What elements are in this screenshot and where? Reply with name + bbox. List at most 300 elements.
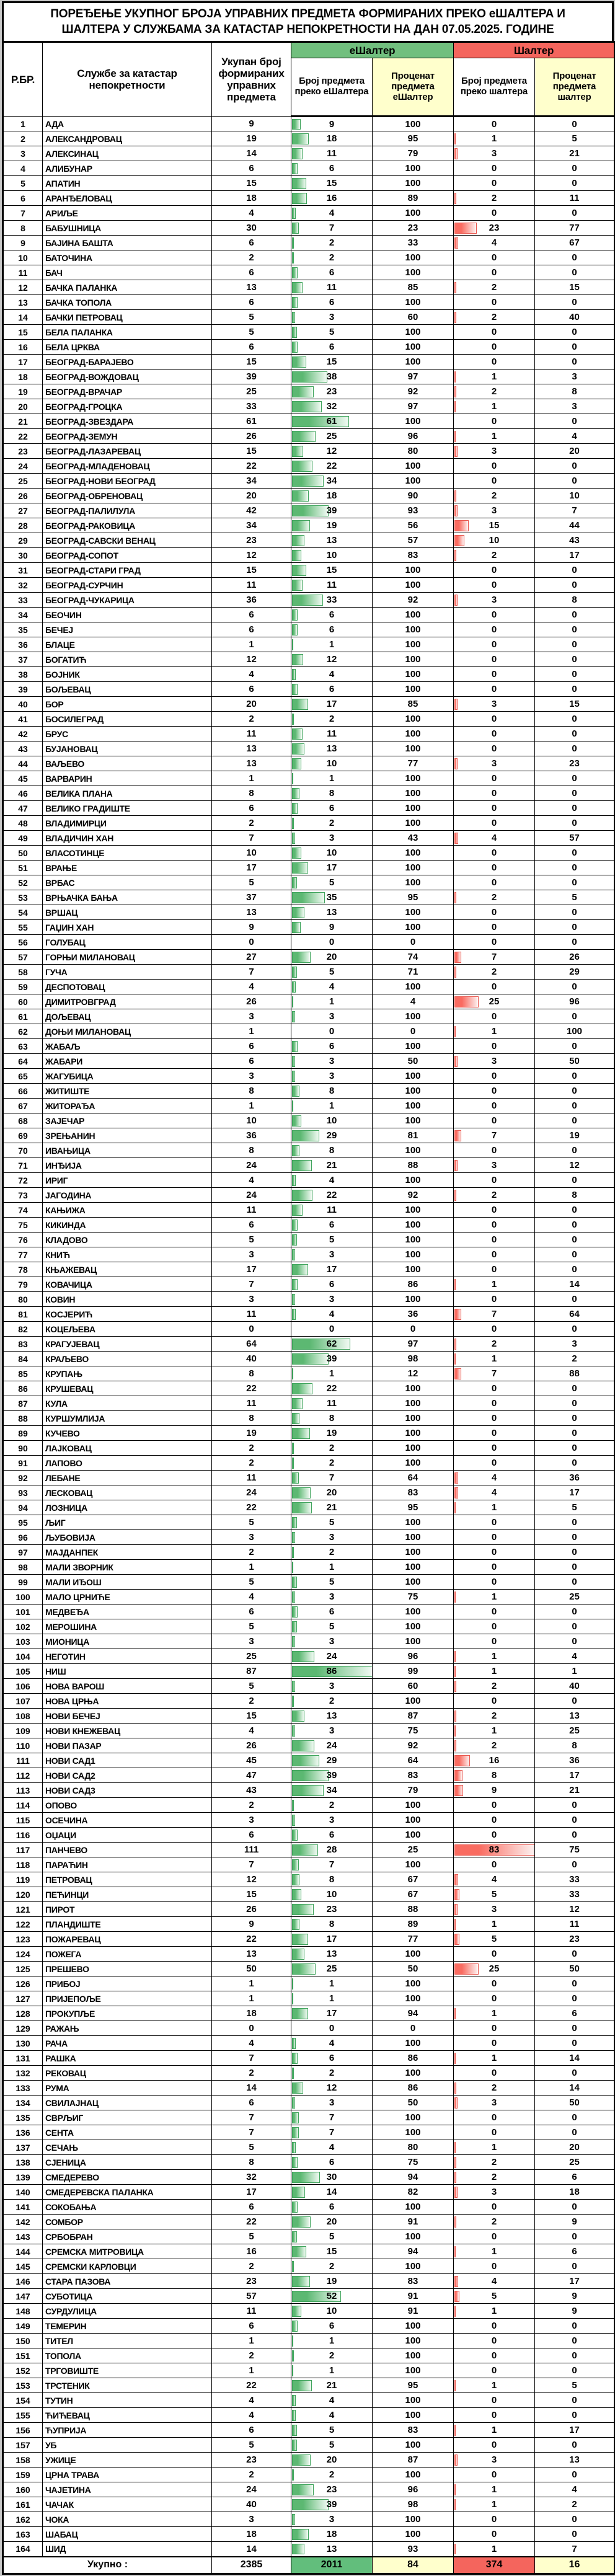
rbr-cell xyxy=(3,593,43,608)
esalter-count-cell xyxy=(291,2096,373,2110)
total-count-cell xyxy=(212,1471,291,1485)
table-row xyxy=(3,459,615,474)
esalter-data-bar xyxy=(292,848,301,859)
esalter-count-cell xyxy=(291,1664,373,1679)
rbr-cell xyxy=(3,950,43,965)
esalter-data-bar xyxy=(292,1963,316,1975)
total-count-cell xyxy=(212,965,291,980)
service-name-cell xyxy=(43,2408,212,2423)
service-name-cell xyxy=(43,2081,212,2096)
salter-pct-cell xyxy=(535,1143,615,1158)
total-count-cell-value: 3 xyxy=(249,1636,254,1647)
salter-count-cell xyxy=(454,548,535,563)
esalter-pct-cell-value: 75 xyxy=(407,1725,418,1737)
table-row xyxy=(3,206,615,221)
esalter-count-cell-value: 1 xyxy=(329,1978,335,1990)
rbr-cell-value: 86 xyxy=(18,1383,28,1394)
esalter-data-bar xyxy=(292,758,301,769)
salter-count-cell xyxy=(454,474,535,489)
salter-count-cell xyxy=(454,399,535,414)
salter-count-cell-value: 0 xyxy=(491,654,497,665)
esalter-count-cell-value: 1 xyxy=(329,1562,335,1573)
esalter-pct-cell xyxy=(373,727,454,741)
service-name-cell xyxy=(43,1292,212,1307)
total-count-cell-value: 42 xyxy=(246,505,257,516)
salter-pct-cell xyxy=(535,1441,615,1456)
esalter-count-cell xyxy=(291,2378,373,2393)
esalter-data-bar xyxy=(292,1368,293,1379)
service-name-cell xyxy=(43,1709,212,1724)
esalter-pct-cell xyxy=(373,2215,454,2229)
total-count-cell xyxy=(212,2200,291,2215)
service-name-cell-value: ДИМИТРОВГРАД xyxy=(45,996,116,1007)
esalter-count-cell-value: 10 xyxy=(326,758,337,769)
esalter-pct-cell xyxy=(373,2110,454,2125)
service-name-cell xyxy=(43,161,212,176)
salter-pct-cell xyxy=(535,965,615,980)
esalter-pct-cell xyxy=(373,1947,454,1962)
salter-pct-cell xyxy=(535,355,615,370)
service-name-cell xyxy=(43,2229,212,2244)
service-name-cell xyxy=(43,1471,212,1485)
salter-pct-cell-value: 8 xyxy=(572,1190,577,1201)
service-name-cell-value: БАЧКА ПАЛАНКА xyxy=(45,282,118,293)
esalter-data-bar xyxy=(292,1428,310,1439)
total-count-cell-value: 6 xyxy=(249,267,254,278)
col-header-esalter-pct: Проценат предмета еШалтер xyxy=(373,58,454,117)
esalter-data-bar xyxy=(292,580,303,591)
salter-pct-cell xyxy=(535,1381,615,1396)
salter-pct-cell-value: 0 xyxy=(572,1086,577,1097)
total-count-cell-value: 0 xyxy=(249,2023,254,2034)
esalter-data-bar xyxy=(292,595,323,606)
esalter-data-bar xyxy=(292,2157,298,2168)
esalter-data-bar xyxy=(292,2216,311,2228)
esalter-pct-cell xyxy=(373,801,454,816)
rbr-cell-value: 82 xyxy=(18,1324,28,1334)
table-row xyxy=(3,1828,615,1843)
esalter-pct-cell-value: 98 xyxy=(407,1353,418,1365)
service-name-cell-value: КНИЋ xyxy=(45,1249,70,1260)
esalter-count-cell xyxy=(291,146,373,161)
rbr-cell-value: 144 xyxy=(15,2246,30,2257)
service-name-cell-value: АЛЕКСИНАЦ xyxy=(45,148,99,159)
service-name-cell xyxy=(43,1679,212,1694)
rbr-cell xyxy=(3,2453,43,2468)
esalter-data-bar xyxy=(292,1100,293,1112)
salter-count-cell-value: 0 xyxy=(491,728,497,740)
salter-pct-cell-value: 3 xyxy=(572,371,577,383)
rbr-cell xyxy=(3,1976,43,1991)
esalter-data-bar xyxy=(292,327,297,338)
salter-data-bar xyxy=(454,2008,456,2019)
rbr-cell-value: 31 xyxy=(18,565,28,575)
esalter-pct-cell-value: 0 xyxy=(410,2023,416,2034)
esalter-pct-cell-value: 95 xyxy=(407,1502,418,1513)
salter-count-cell xyxy=(454,2185,535,2200)
esalter-data-bar xyxy=(292,1056,295,1067)
total-count-cell xyxy=(212,340,291,355)
salter-count-cell xyxy=(454,682,535,697)
salter-count-cell xyxy=(454,1143,535,1158)
salter-count-cell xyxy=(454,1247,535,1262)
total-count-cell-value: 47 xyxy=(246,1770,257,1781)
salter-pct-cell xyxy=(535,2468,615,2482)
service-name-cell-value: КРУШЕВАЦ xyxy=(45,1383,94,1394)
salter-pct-cell-value: 0 xyxy=(572,848,577,859)
esalter-count-cell-value: 2 xyxy=(329,2261,335,2272)
salter-pct-cell-value: 67 xyxy=(569,237,580,249)
rbr-cell-value: 84 xyxy=(18,1353,28,1364)
esalter-count-cell xyxy=(291,414,373,429)
rbr-cell-value: 124 xyxy=(15,1949,30,1959)
esalter-pct-cell-value: 81 xyxy=(407,1130,418,1141)
salter-count-cell xyxy=(454,2200,535,2215)
total-count-cell-value: 14 xyxy=(246,2543,257,2554)
esalter-pct-cell-value: 67 xyxy=(407,1874,418,1885)
table-row xyxy=(3,1307,615,1322)
esalter-count-cell-value: 13 xyxy=(326,743,337,755)
total-count-cell xyxy=(212,1277,291,1292)
esalter-pct-cell-value: 92 xyxy=(407,386,418,397)
service-name-cell xyxy=(43,1530,212,1545)
service-name-cell-value: БАТОЧИНА xyxy=(45,252,92,263)
salter-count-cell xyxy=(454,1277,535,1292)
salter-pct-cell xyxy=(535,1262,615,1277)
service-name-cell-value: КОВАЧИЦА xyxy=(45,1279,92,1290)
salter-pct-cell-value: 2 xyxy=(572,2499,577,2510)
rbr-cell xyxy=(3,1590,43,1604)
esalter-count-cell xyxy=(291,935,373,950)
esalter-pct-cell-value: 100 xyxy=(405,476,421,487)
esalter-pct-cell-value: 94 xyxy=(407,2246,418,2257)
salter-count-cell xyxy=(454,1307,535,1322)
esalter-count-cell xyxy=(291,1233,373,1247)
esalter-data-bar xyxy=(292,1532,295,1543)
esalter-count-cell xyxy=(291,2334,373,2348)
total-count-cell xyxy=(212,1188,291,1203)
total-count-cell-value: 5 xyxy=(249,2440,254,2451)
table-row xyxy=(3,474,615,489)
salter-count-cell-value: 1 xyxy=(491,133,497,144)
service-name-cell xyxy=(43,1917,212,1932)
esalter-pct-cell xyxy=(373,2021,454,2036)
total-count-cell xyxy=(212,161,291,176)
total-count-cell xyxy=(212,1783,291,1798)
salter-pct-cell xyxy=(535,1932,615,1947)
rbr-cell xyxy=(3,875,43,890)
esalter-pct-cell-value: 83 xyxy=(407,2276,418,2287)
salter-pct-cell-value: 0 xyxy=(572,178,577,189)
esalter-count-cell xyxy=(291,771,373,786)
esalter-pct-cell xyxy=(373,1352,454,1366)
col-header-total: Укупан број формираних управних предмета xyxy=(212,42,291,117)
salter-pct-cell-value: 0 xyxy=(572,2202,577,2213)
esalter-count-cell-value: 22 xyxy=(326,461,337,472)
salter-count-cell-value: 0 xyxy=(491,1428,497,1439)
salter-pct-cell xyxy=(535,2125,615,2140)
esalter-pct-cell-value: 100 xyxy=(405,2350,421,2361)
esalter-count-cell xyxy=(291,831,373,846)
table-row xyxy=(3,1843,615,1857)
table-row xyxy=(3,593,615,608)
service-name-cell-value: МАЛИ ИЂОШ xyxy=(45,1577,102,1587)
esalter-data-bar xyxy=(292,1725,295,1737)
salter-pct-cell-value: 0 xyxy=(572,2112,577,2123)
esalter-data-bar xyxy=(292,773,293,784)
total-count-cell-value: 6 xyxy=(249,1830,254,1841)
esalter-pct-cell xyxy=(373,1233,454,1247)
service-name-cell-value: ГОЛУБАЦ xyxy=(45,937,86,947)
table-row xyxy=(3,1917,615,1932)
table-row xyxy=(3,2482,615,2497)
rbr-cell-value: 152 xyxy=(15,2365,30,2376)
rbr-cell-value: 11 xyxy=(18,267,28,278)
rbr-cell xyxy=(3,1218,43,1233)
total-count-cell-value: 6 xyxy=(249,2425,254,2436)
salter-count-cell xyxy=(454,846,535,861)
total-count-cell xyxy=(212,727,291,741)
salter-pct-cell xyxy=(535,950,615,965)
total-count-cell xyxy=(212,816,291,831)
esalter-pct-cell xyxy=(373,2274,454,2289)
total-count-cell-value: 15 xyxy=(246,446,257,457)
salter-pct-cell-value: 4 xyxy=(572,431,577,442)
total-count-cell xyxy=(212,1039,291,1054)
salter-count-cell xyxy=(454,1337,535,1352)
total-count-cell xyxy=(212,861,291,875)
esalter-pct-cell xyxy=(373,1381,454,1396)
total-count-cell xyxy=(212,1500,291,1515)
esalter-pct-cell-value: 64 xyxy=(407,1755,418,1766)
total-count-cell-value: 2 xyxy=(249,2469,254,2481)
table-row xyxy=(3,2081,615,2096)
salter-pct-cell xyxy=(535,2319,615,2334)
salter-count-cell xyxy=(454,355,535,370)
total-count-cell xyxy=(212,667,291,682)
salter-count-cell xyxy=(454,1128,535,1143)
esalter-pct-cell-value: 100 xyxy=(405,1606,421,1618)
esalter-pct-cell xyxy=(373,384,454,399)
salter-pct-cell xyxy=(535,1679,615,1694)
esalter-count-cell-value: 4 xyxy=(329,981,335,993)
service-name-cell-value: БЕОГРАД-ГРОЦКА xyxy=(45,401,123,412)
salter-count-cell xyxy=(454,2066,535,2081)
salter-count-cell-value: 0 xyxy=(491,1398,497,1409)
total-count-cell xyxy=(212,1798,291,1813)
total-count-cell xyxy=(212,1604,291,1619)
salter-count-cell-value: 0 xyxy=(491,1547,497,1558)
salter-count-cell xyxy=(454,206,535,221)
rbr-cell xyxy=(3,1947,43,1962)
salter-count-cell xyxy=(454,622,535,637)
rbr-cell xyxy=(3,1471,43,1485)
salter-pct-cell-value: 0 xyxy=(572,2261,577,2272)
total-count-cell xyxy=(212,384,291,399)
rbr-cell-value: 157 xyxy=(15,2440,30,2450)
esalter-data-bar xyxy=(292,1115,301,1126)
salter-data-bar xyxy=(454,520,469,531)
salter-count-cell-value: 25 xyxy=(489,996,500,1007)
total-count-cell-value: 61 xyxy=(246,416,257,427)
rbr-cell-value: 38 xyxy=(18,669,28,679)
esalter-count-cell xyxy=(291,1024,373,1039)
esalter-pct-cell-value: 33 xyxy=(407,237,418,249)
esalter-count-cell xyxy=(291,1724,373,1738)
salter-count-cell-value: 0 xyxy=(491,1443,497,1454)
esalter-count-cell xyxy=(291,2527,373,2542)
salter-pct-cell xyxy=(535,935,615,950)
service-name-cell-value: СУРДУЛИЦА xyxy=(45,2306,97,2316)
esalter-data-bar xyxy=(292,297,298,308)
esalter-data-bar xyxy=(292,2127,299,2138)
esalter-pct-cell-value: 100 xyxy=(405,1398,421,1409)
table-footer xyxy=(3,2557,615,2574)
esalter-count-cell-value: 18 xyxy=(326,133,337,144)
total-count-cell xyxy=(212,1887,291,1902)
esalter-count-cell-value: 3 xyxy=(329,1071,335,1082)
esalter-pct-cell xyxy=(373,905,454,920)
service-name-cell-value: БОЈНИК xyxy=(45,669,80,679)
table-row xyxy=(3,950,615,965)
salter-pct-cell-value: 15 xyxy=(569,282,580,293)
service-name-cell-value: БАЈИНА БАШТА xyxy=(45,237,113,248)
esalter-count-cell xyxy=(291,1158,373,1173)
salter-count-cell-value: 0 xyxy=(491,1249,497,1260)
rbr-cell xyxy=(3,2319,43,2334)
rbr-cell xyxy=(3,652,43,667)
salter-pct-cell-value: 33 xyxy=(569,1889,580,1900)
esalter-count-cell-value: 23 xyxy=(326,386,337,397)
rbr-cell xyxy=(3,1292,43,1307)
esalter-pct-cell xyxy=(373,1619,454,1634)
total-count-cell-value: 10 xyxy=(246,848,257,859)
salter-pct-cell xyxy=(535,221,615,236)
salter-pct-cell xyxy=(535,1828,615,1843)
service-name-cell-value: НОВА ЦРЊА xyxy=(45,1696,99,1706)
rbr-cell xyxy=(3,1560,43,1575)
table-row xyxy=(3,1441,615,1456)
service-name-cell xyxy=(43,1128,212,1143)
esalter-pct-cell xyxy=(373,191,454,206)
salter-count-cell xyxy=(454,265,535,280)
esalter-count-cell xyxy=(291,667,373,682)
salter-pct-cell-value: 64 xyxy=(569,1309,580,1320)
table-row xyxy=(3,741,615,756)
salter-pct-cell xyxy=(535,117,615,131)
salter-count-cell-value: 1 xyxy=(491,1353,497,1365)
esalter-pct-cell-value: 100 xyxy=(405,2112,421,2123)
rbr-cell xyxy=(3,756,43,771)
salter-count-cell-value: 0 xyxy=(491,1696,497,1707)
esalter-pct-cell xyxy=(373,1337,454,1352)
total-count-cell xyxy=(212,2215,291,2229)
service-name-cell xyxy=(43,2334,212,2348)
esalter-count-cell-value: 8 xyxy=(329,788,335,799)
esalter-count-cell xyxy=(291,2051,373,2066)
rbr-cell-value: 75 xyxy=(18,1219,28,1230)
total-count-cell-value: 40 xyxy=(246,1353,257,1365)
esalter-count-cell xyxy=(291,2453,373,2468)
service-name-cell-value: ВРАЊЕ xyxy=(45,862,77,873)
esalter-count-cell-value: 39 xyxy=(326,2499,337,2510)
esalter-pct-cell-value: 96 xyxy=(407,2484,418,2495)
total-count-cell-value: 87 xyxy=(246,1666,257,1677)
total-count-cell-value: 12 xyxy=(246,1874,257,1885)
total-count-cell xyxy=(212,935,291,950)
esalter-pct-cell-value: 100 xyxy=(405,118,421,130)
total-count-cell-value: 36 xyxy=(246,595,257,606)
service-name-cell-value: БЕОГРАД-ЗЕМУН xyxy=(45,431,118,441)
service-name-cell xyxy=(43,295,212,310)
table-row xyxy=(3,2348,615,2363)
esalter-pct-cell-value: 50 xyxy=(407,2097,418,2109)
esalter-count-cell-value: 16 xyxy=(326,193,337,204)
salter-count-cell-value: 1 xyxy=(491,1666,497,1677)
esalter-count-cell xyxy=(291,1441,373,1456)
service-name-cell-value: КЊАЖЕВАЦ xyxy=(45,1264,97,1275)
total-count-cell-value: 5 xyxy=(249,1681,254,1692)
salter-data-bar xyxy=(454,1353,456,1365)
service-name-cell-value: ТОПОЛА xyxy=(45,2350,81,2361)
service-name-cell xyxy=(43,2200,212,2215)
salter-count-cell xyxy=(454,1604,535,1619)
table-row xyxy=(3,355,615,370)
esalter-count-cell xyxy=(291,2125,373,2140)
group-header-esalter: еШалтер xyxy=(291,42,454,58)
table-row xyxy=(3,2408,615,2423)
rbr-cell-value: 108 xyxy=(15,1711,30,1721)
rbr-cell-value: 34 xyxy=(18,609,28,620)
esalter-pct-cell xyxy=(373,2170,454,2185)
service-name-cell xyxy=(43,1962,212,1976)
service-name-cell-value: ЛОЗНИЦА xyxy=(45,1502,87,1513)
rbr-cell-value: 145 xyxy=(15,2261,30,2272)
rbr-cell-value: 25 xyxy=(18,476,28,486)
esalter-pct-cell xyxy=(373,489,454,503)
group-header-salter: Шалтер xyxy=(454,42,615,58)
salter-data-bar xyxy=(454,133,456,144)
total-count-cell-value: 6 xyxy=(249,624,254,635)
esalter-count-cell-value: 13 xyxy=(326,907,337,918)
esalter-data-bar xyxy=(292,1755,319,1766)
esalter-pct-cell xyxy=(373,221,454,236)
esalter-pct-cell xyxy=(373,771,454,786)
esalter-pct-cell-value: 100 xyxy=(405,1249,421,1260)
table-row xyxy=(3,1233,615,1247)
rbr-cell xyxy=(3,429,43,444)
esalter-count-cell-value: 7 xyxy=(329,1859,335,1870)
esalter-count-cell-value: 20 xyxy=(326,1487,337,1498)
salter-count-cell-value: 0 xyxy=(491,639,497,650)
salter-pct-cell xyxy=(535,1798,615,1813)
total-count-cell xyxy=(212,1902,291,1917)
salter-data-bar xyxy=(454,1889,459,1900)
salter-count-cell-value: 1 xyxy=(491,2053,497,2064)
esalter-data-bar xyxy=(292,1443,294,1454)
esalter-data-bar xyxy=(292,431,316,442)
total-count-cell xyxy=(212,459,291,474)
salter-count-cell xyxy=(454,965,535,980)
esalter-pct-cell xyxy=(373,965,454,980)
esalter-count-cell-value: 39 xyxy=(326,1770,337,1781)
rbr-cell xyxy=(3,816,43,831)
esalter-pct-cell xyxy=(373,1173,454,1188)
rbr-cell xyxy=(3,771,43,786)
service-name-cell-value: БЕЛА ПАЛАНКА xyxy=(45,327,113,337)
salter-pct-cell-value: 0 xyxy=(572,1041,577,1052)
esalter-count-cell-value: 22 xyxy=(326,1383,337,1394)
